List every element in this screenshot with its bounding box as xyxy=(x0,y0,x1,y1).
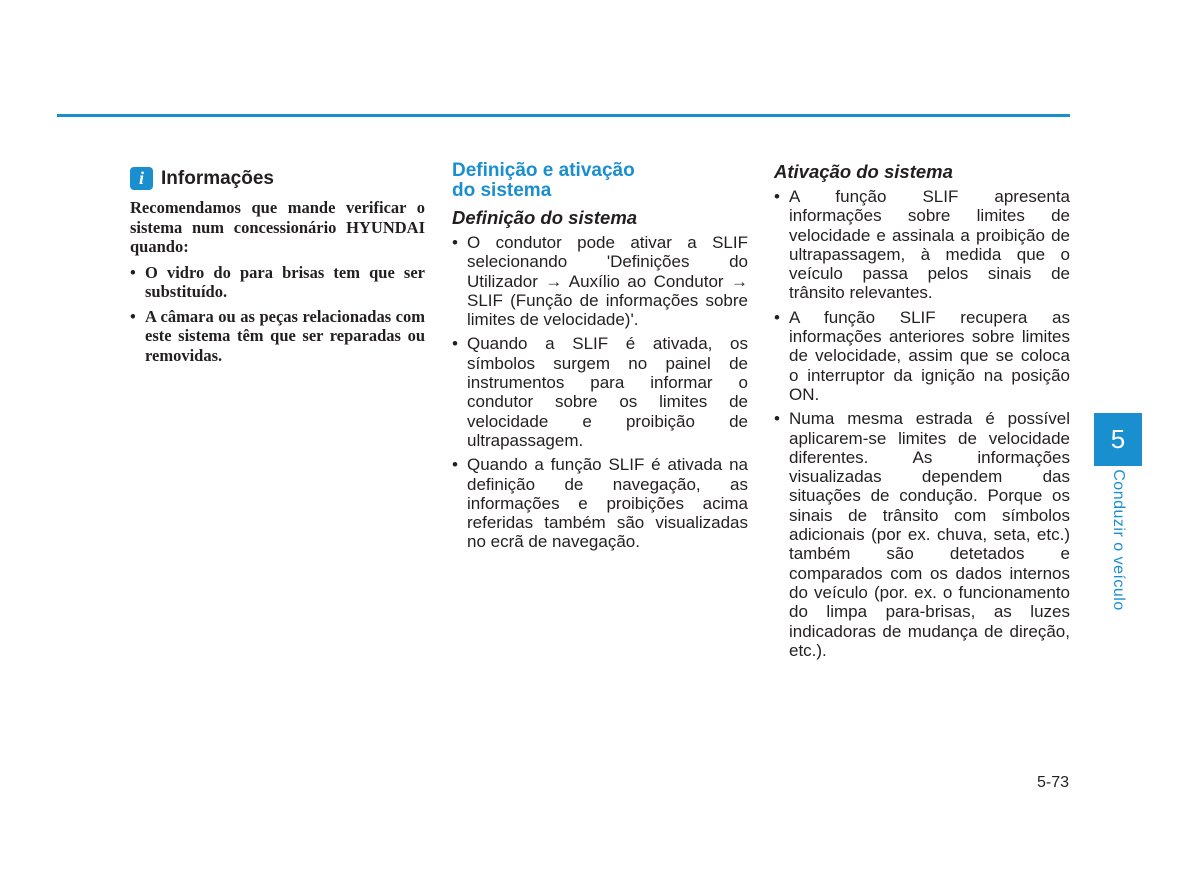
info-box xyxy=(130,167,425,370)
activation-title: Ativação do sistema xyxy=(774,161,953,182)
info-intro: Recomendamos que mande verificar o sistema num concessionário HYUNDAI quando: xyxy=(130,198,425,256)
info-list xyxy=(130,263,425,366)
list-item xyxy=(452,233,748,329)
definition-list xyxy=(452,233,748,552)
list-item xyxy=(774,308,1070,404)
info-icon: i xyxy=(130,167,153,190)
activation-list xyxy=(774,187,1070,660)
bullet: • xyxy=(774,187,780,206)
list-item-text: O condutor pode ativar a SLIF selecionando 'Definições do Utilizador → Auxílio ao Condutor → SLIF (Função de informações sobre limites de velocidade)'. xyxy=(467,233,748,330)
list-item xyxy=(130,307,425,366)
section-title-line: Definição e ativação xyxy=(452,160,635,181)
list-item-text: A câmara ou as peças relacionadas com este sistema têm que ser reparadas ou removidas. xyxy=(145,306,425,365)
chapter-label: Conduzir o veículo xyxy=(1110,469,1127,611)
bullet: • xyxy=(774,409,780,429)
top-rule xyxy=(57,114,1070,117)
list-item-text: Numa mesma estrada é possível aplicarem-se limites de velocidade diferentes. As informações visualizadas dependem das situações de condução. Porque os sinais de trânsito com símbolos adicionais (por ex. chuva, seta, etc.) também são detetados e comparados com os dados internos do veículo (por. ex. o funcionamento do limpa para-brisas, as luzes indicadoras de mudança de direção, etc.). xyxy=(789,409,1070,660)
list-item-text: A função SLIF recupera as informações anteriores sobre limites de velocidade, assim que se coloca o interruptor da ignição na posição ON. xyxy=(789,307,1070,404)
page-number: 5-73 xyxy=(1036,774,1069,791)
section-title-line: do sistema xyxy=(452,180,552,201)
info-title: Informações xyxy=(161,167,274,189)
section-title xyxy=(452,161,748,201)
bullet: • xyxy=(452,455,458,475)
list-item xyxy=(774,409,1070,660)
list-item-text: Quando a SLIF é ativada, os símbolos surgem no painel de instrumentos para informar o condutor sobre os limites de velocidade e proibição de ultrapassagem. xyxy=(467,334,748,450)
list-item-text: A função SLIF apresenta informações sobre limites de velocidade e assinala a proibição de ultrapassagem, à medida que o veículo passa pelos sinais de trânsito relevantes. xyxy=(789,187,1070,303)
bullet: • xyxy=(452,233,458,252)
list-item xyxy=(130,263,425,302)
bullet: • xyxy=(452,334,458,354)
bullet: • xyxy=(130,262,136,282)
bullet: • xyxy=(130,306,136,326)
column-definition xyxy=(452,161,748,557)
definition-title: Definição do sistema xyxy=(452,207,638,228)
list-item xyxy=(452,455,748,551)
column-activation xyxy=(774,161,1070,665)
list-item-text: O vidro do para brisas tem que ser substituído. xyxy=(145,262,425,301)
list-item xyxy=(774,187,1070,303)
list-item xyxy=(452,334,748,450)
bullet: • xyxy=(774,307,780,327)
list-item-text: Quando a função SLIF é ativada na definição de navegação, as informações e proibições acima referidas também são visualizadas no ecrã de navegação. xyxy=(467,455,748,552)
chapter-number-tab: 5 xyxy=(1094,413,1142,466)
info-header xyxy=(130,167,425,190)
